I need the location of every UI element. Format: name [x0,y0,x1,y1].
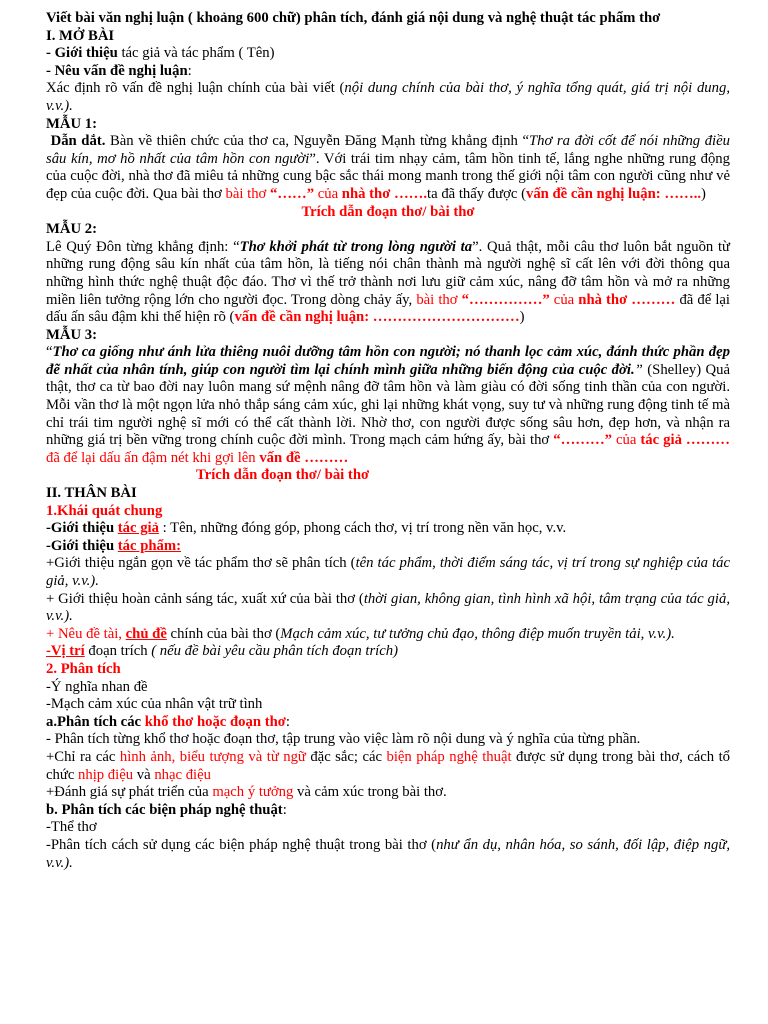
text: -Phân tích cách sử dụng các biện pháp nghệ thuật trong bài thơ ( [46,836,437,853]
mo-bai-gioi-thieu [46,45,730,63]
text-ngan-gon: +Giới thiệu ngắn gọn về tác phẩm thơ sẽ phân tích ( [46,555,356,572]
mau-2-text-2: ”. Quả thật, mỗi câu thơ luôn bắt nguồn từ những rung động sâu kín nhất của tâm hồn, là tiếng nói chân thành mà người nghệ sĩ cất lên với đời thông qua những hình thức nghệ thuật độc đáo. Thơ vì thế trở thành nơi lưu giữ cảm xúc, nâng đỡ tâm hồn và mở ra những miền liên tưởng rộng lớn cho người đọc. Trong dòng chảy ấy, [46,238,730,308]
gt-tac-gia [46,520,730,538]
a-line-2 [46,749,730,784]
text-gioi-thieu: tác giả và tác phẩm ( Tên) [117,45,275,62]
red-bien-phap: biện pháp nghệ thuật [386,748,512,765]
red-vi-tri: -Vị trí [46,643,85,660]
text-gt-tac-gia: : Tên, những đóng góp, phong cách thơ, vị trí trong nền văn học, v.v. [158,520,567,537]
label-neu-van-de: - Nêu vấn đề nghị luận [46,62,188,79]
close-quote: ” [634,361,643,378]
text-hoan-canh: + Giới thiệu hoàn cảnh sáng tác, xuất xứ của bài thơ ( [46,590,364,607]
heading-b [46,802,730,820]
mau-3-paragraph [46,344,730,467]
gt-tac-pham [46,538,730,556]
heading-phan-tich: 2. Phân tích [46,660,121,677]
text: +Chỉ ra các [46,748,120,765]
colon: : [282,801,287,818]
mau-2-text-1: Lê Quý Đôn từng khẳng định: “ [46,238,240,255]
red-nhac-dieu: nhạc điệu [154,766,211,783]
the-tho: -Thể thơ [46,819,97,836]
label-b: b. Phân tích các biện pháp nghệ thuật [46,801,283,818]
mau-1-red-3: của [314,185,342,202]
mau-1-text-2: ”. Với trái tim nhạy cảm, tâm hồn tinh tế, lắng nghe những rung động của cuộc đời, nhà thơ đã miêu tả những cung bậc sắc thái mong manh trong thế giới nội tâm con người cũng như vẻ đẹp của cuộc đời. Qua bài thơ [46,150,730,202]
mau-3-red-1: “………” [553,432,612,449]
label-gt-tac-gia: -Giới thiệu [46,520,118,537]
a-line-3 [46,784,730,802]
a-line-1: - Phân tích từng khổ thơ hoặc đoạn thơ, tập trung vào việc làm rõ nội dung và ý nghĩa của từng phần. [46,731,641,748]
b-line-1 [46,837,730,872]
mau-1-paragraph [46,133,730,203]
hoan-canh [46,591,730,626]
neu-de-tai [46,626,730,644]
mach-cam-xuc: -Mạch cảm xúc của nhân vật trữ tình [46,696,263,713]
mau-1-red-4: nhà thơ ……. [341,185,428,202]
gt-ngan-gon [46,555,730,590]
mau-2-red-3: của [549,291,579,308]
text: +Đánh giá sự phát triển của [46,784,213,801]
mau-1-red-2: “……” [269,185,315,202]
red-tac-gia: tác giả [117,520,159,537]
italic-xac-dinh: nội dung chính của bài thơ, ý nghĩa tổng quát, giá trị nội dung, v.v.). [46,80,730,114]
heading-a [46,714,730,732]
red-tac-pham: tác phẩm: [117,537,182,554]
mau-2-paragraph [46,239,730,327]
text-vi-tri: đoạn trích [84,643,152,660]
mau-1-quote: Thơ ra đời cốt để nói những điều sâu kín, mơ hồ nhất của tâm hồn con người [46,133,731,167]
mau-1-red-5: vấn đề cần nghị luận: …….. [525,185,702,202]
label-gioi-thieu: - Giới thiệu [46,45,118,62]
mau-1-text-4: ) [701,185,706,202]
document-title: Viết bài văn nghị luận ( khoảng 600 chữ) phân tích, đánh giá nội dung và nghệ thuật tác phẩm thơ [46,10,661,26]
mau-2-red-1: bài thơ [416,291,462,308]
red-hinh-anh: hình ảnh, biểu tượng và từ ngữ [119,748,306,765]
mau-2-text-3: đã để lại dấu ấn sâu đậm khi thể hiện rõ ( [46,291,731,326]
text-xac-dinh: Xác định rõ vấn đề nghị luận chính của bài viết ( [46,80,345,97]
mau-3-red-4: đã để lại dấu ấn đậm nét khi gợi lên [46,449,260,466]
mo-bai-neu-van-de [46,63,730,81]
heading-mau-2: MẪU 2: [46,221,97,238]
mau-1-text-1: Bàn về thiên chức của thơ ca, Nguyễn Đăng Mạnh từng khẳng định “ [105,133,529,150]
text-neu-de-tai: chính của bài thơ ( [166,625,281,642]
colon: : [187,62,192,79]
italic-ngan-gon: tên tác phẩm, thời điểm sáng tác, vị trí trong sự nghiệp của tác giả, v.v.). [46,555,730,589]
colon: : [285,713,290,730]
mau-3-quote: Thơ ca giống như ánh lửa thiêng nuôi dưỡng tâm hồn con người; nó thanh lọc cảm xúc, đánh thức phần đẹp đẽ nhất của nhân tính, giúp con người tìm lại chính mình giữa những biến động của cuộc đời. [46,344,730,378]
mau-3-red-5: vấn đề ……… [259,449,349,466]
mau-1-red-1: bài thơ [225,185,270,202]
mau-3-red-3: tác giả ……… [640,432,730,449]
heading-khai-quat: 1.Khái quát chung [46,502,163,519]
red-neu-de-tai: + Nêu đề tài, [46,625,126,642]
section-heading-than-bai: II. THÂN BÀI [46,485,137,502]
y-nghia-nhan-de: -Ý nghĩa nhan đề [46,678,148,695]
text: đặc sắc; các [305,748,387,765]
mau-2-quote: Thơ khởi phát từ trong lòng người ta [239,238,473,255]
text: được sử dụng trong bài thơ, cách tổ chức [46,748,731,783]
mau-3-red-2: của [611,432,641,449]
red-chu-de: chủ đề [125,625,167,642]
heading-mau-1: MẪU 1: [46,115,97,132]
mau-1-trich-dan: Trích dẫn đoạn thơ/ bài thơ [301,203,475,220]
text: và cảm xúc trong bài thơ. [293,784,447,801]
red-nhip-dieu: nhịp điệu [78,766,134,783]
mau-2-red-4: nhà thơ ……… [578,291,676,308]
text: và [133,766,155,783]
mau-3-trich-dan: Trích dẫn đoạn thơ/ bài thơ [196,467,370,484]
italic-hoan-canh: thời gian, không gian, tình hình xã hội, tâm trạng của tác giả, v.v.). [46,590,730,625]
mau-2-red-2: “……………” [461,291,550,308]
red-a: khổ thơ hoặc đoạn thơ [144,713,286,730]
mo-bai-xac-dinh [46,80,730,115]
mau-1-text-3: ta đã thấy được ( [427,185,526,202]
italic-neu-de-tai: Mạch cảm xúc, tư tưởng chủ đạo, thông điệp muốn truyền tải, v.v.). [280,625,675,642]
section-heading-mo-bai: I. MỞ BÀI [46,27,115,44]
label-gt-tac-pham: -Giới thiệu [46,537,118,554]
italic-vi-tri: ( nếu đề bài yêu cầu phân tích đoạn trích) [151,643,399,660]
italic-b-line-1: như ẩn dụ, nhân hóa, so sánh, đối lập, điệp ngữ, v.v.). [46,836,730,871]
heading-mau-3: MẪU 3: [46,326,97,343]
mau-2-red-5: vấn đề cần nghị luận: ………………………… [234,309,520,326]
mau-3-text-1: (Shelley) Quả thật, thơ ca từ bao đời nay luôn mang sứ mệnh nâng đỡ tâm hồn và làm giàu có đời sống tinh thần của con người. Mỗi vần thơ là một ngọn lửa nhỏ thắp sáng cảm xúc, ghi lại những khát vọng, suy tư và những rung động tinh tế mà chỉ trái tim người nghệ sĩ mới có thể cất thành lời. Nhờ thơ, con người được sống sâu hơn, đẹp hơn, và nhận ra những giá trị bền vững trong chính cuộc đời mình. Trong mạch cảm hứng ấy, bài thơ [46,361,730,449]
red-mach-y-tuong: mạch ý tưởng [212,784,294,801]
label-a: a.Phân tích các [46,713,145,730]
vi-tri [46,643,730,661]
open-quote: “ [46,344,53,361]
dan-dat: Dẫn dắt. [50,133,106,150]
mau-2-text-4: ) [519,309,525,326]
